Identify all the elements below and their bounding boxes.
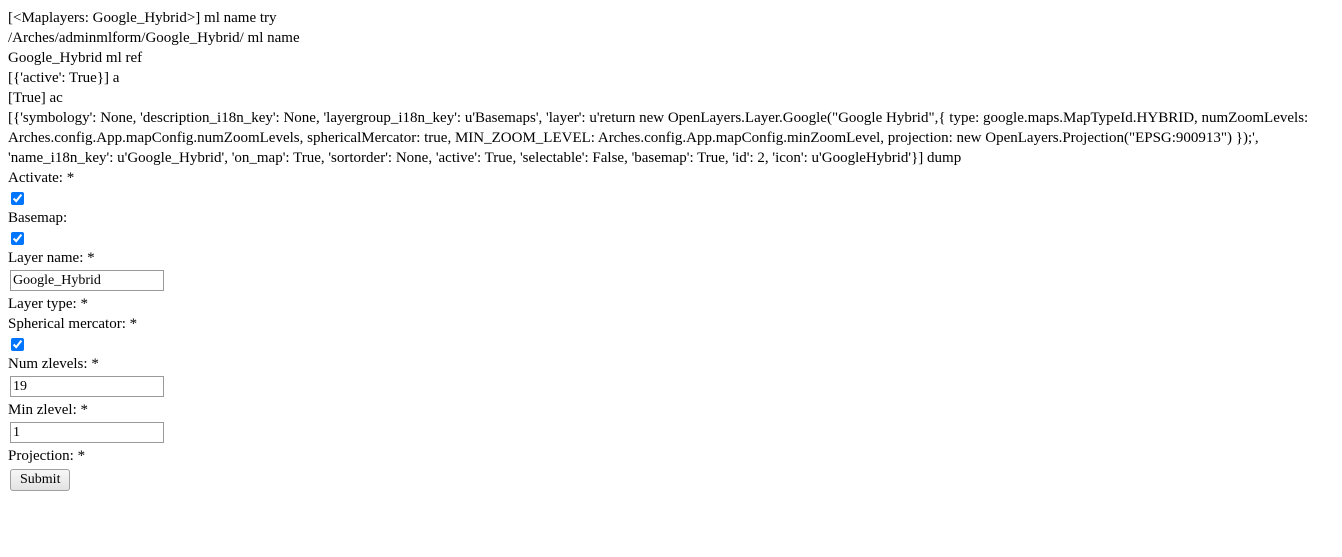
spherical-mercator-checkbox[interactable] [11,338,24,351]
layer-name-input[interactable] [10,270,164,291]
projection-label-text: Projection: [8,448,74,464]
layer-name-input-row [8,268,1334,294]
num-zlevels-input[interactable] [10,376,164,397]
activate-label [8,168,1334,188]
projection-required-marker: * [77,448,86,464]
layer-type-label-text: Layer type: [8,296,77,312]
spherical-mercator-checkbox-row[interactable] [8,334,1334,354]
num-zlevels-label [8,354,1334,374]
num-zlevels-required-marker: * [91,356,99,372]
debug-line-5: [True] ac [8,90,63,106]
layer-name-required-marker: * [87,250,95,266]
submit-button[interactable]: Submit [10,469,70,491]
spherical-mercator-label [8,314,1334,334]
min-zlevel-required-marker: * [80,402,88,418]
num-zlevels-label-text: Num zlevels: [8,356,88,372]
basemap-checkbox-row[interactable] [8,228,1334,248]
min-zlevel-label [8,400,1334,420]
basemap-label-text: Basemap: [8,210,68,226]
debug-line-3: Google_Hybrid ml ref [8,50,143,66]
debug-dump-block: [{'symbology': None, 'description_i18n_key': None, 'layergroup_i18n_key': u'Basemaps', 'layer': u'return new OpenLayers.Layer.Google("Google Hybrid",{ type: google.maps.MapTypeId.HYBRID, numZoomLevels: Arches.config.App.mapConfig.numZoomLevels, sphericalMercator: true, MIN_ZOOM_LEVEL: Arches.config.App.mapConfig.minZoomLevel, projection: new OpenLayers.Projection("EPSG:900913") });', 'name_i18n_key': u'Google_Hybrid', 'on_map': True, 'sortorder': None, 'active': True, 'selectable': False, 'basemap': True, 'id': 2, 'icon': u'GoogleHybrid'}] dump [8,110,1309,166]
min-zlevel-input-row [8,420,1334,446]
basemap-checkbox[interactable] [11,232,24,245]
layer-type-required-marker: * [80,296,88,312]
num-zlevels-input-row [8,374,1334,400]
layer-name-label [8,248,1334,268]
activate-label-text: Activate: [8,170,63,186]
spherical-mercator-required-marker: * [129,316,138,332]
debug-line-1: [<Maplayers: Google_Hybrid>] ml name try [8,10,277,26]
debug-line-2: /Arches/adminmlform/Google_Hybrid/ ml name [8,30,300,46]
submit-row [8,466,1334,491]
spherical-mercator-label-text: Spherical mercator: [8,316,126,332]
debug-line-4: [{'active': True}] a [8,70,120,86]
min-zlevel-input[interactable] [10,422,164,443]
layer-type-label [8,294,1334,314]
activate-checkbox-row[interactable] [8,188,1334,208]
basemap-label [8,208,1334,228]
activate-checkbox[interactable] [11,192,24,205]
layer-name-label-text: Layer name: [8,250,84,266]
projection-label [8,446,1334,466]
activate-required-marker: * [66,170,75,186]
min-zlevel-label-text: Min zlevel: [8,402,77,418]
